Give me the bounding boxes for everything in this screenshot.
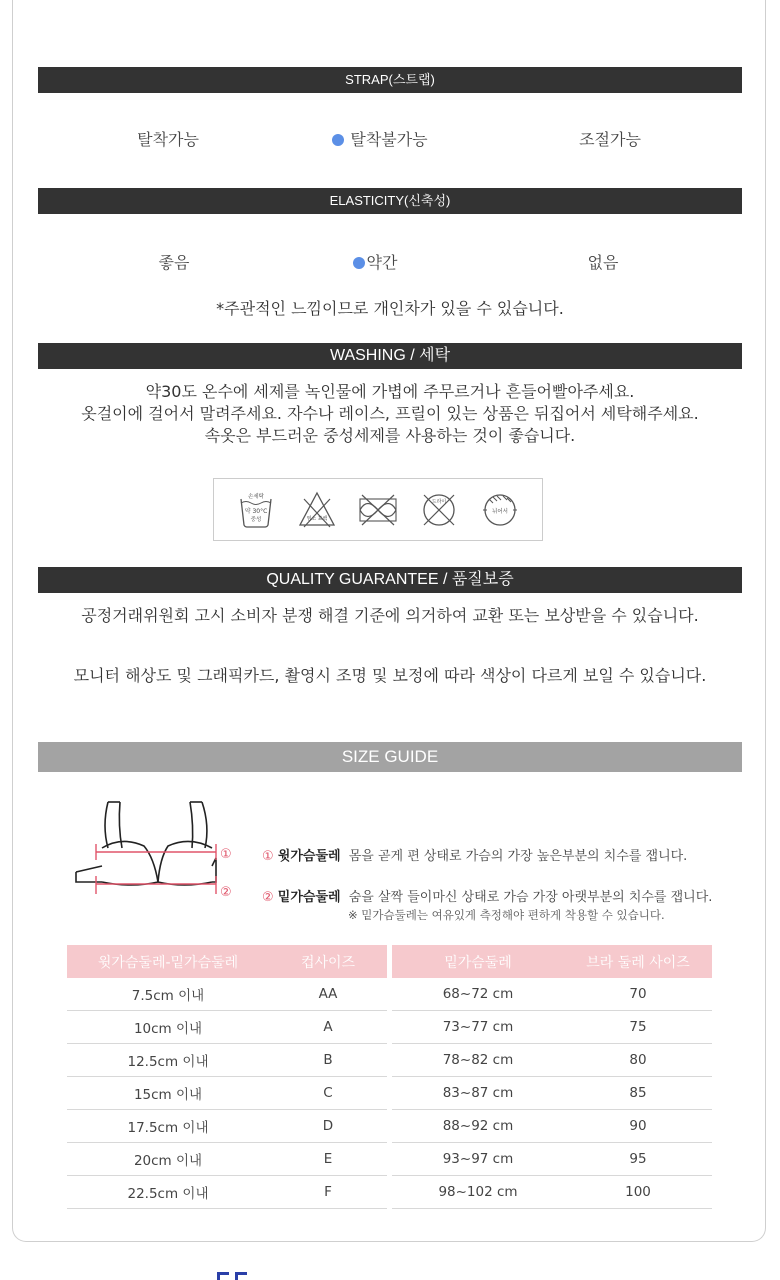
option-label: 탈착불가능 (350, 130, 428, 149)
marker-upper-bust: ① (220, 847, 232, 862)
cell: 68~72 cm (392, 978, 564, 1011)
cell: 93~97 cm (392, 1143, 564, 1176)
table-row (67, 1044, 387, 1077)
cell: 75 (564, 1011, 712, 1044)
marker-1: ① (262, 849, 274, 864)
elasticity-note: *주관적인 느낌이므로 개인차가 있을 수 있습니다. (216, 299, 564, 318)
elasticity-option-none (483, 250, 723, 273)
bleach-label: 염소 표백 (306, 515, 328, 522)
no-bleach-icon (296, 489, 338, 531)
washing-section-title: WASHING / 세탁 (38, 343, 742, 369)
table-row (392, 1011, 712, 1044)
under-bust-note (262, 886, 712, 905)
cell: F (269, 1176, 387, 1209)
washing-line: 속옷은 부드러운 중성세제를 사용하는 것이 좋습니다. (204, 426, 576, 445)
option-label: 탈착가능 (137, 130, 199, 149)
column-header: 밑가슴둘레 (392, 945, 564, 978)
selected-dot-icon (353, 257, 365, 269)
hand-wash-icon (235, 489, 277, 531)
band-size-table (392, 945, 712, 1209)
cell: C (269, 1077, 387, 1110)
option-label: 좋음 (158, 253, 190, 272)
table-header-row (67, 945, 387, 978)
cell: A (269, 1011, 387, 1044)
upper-bust-label: 윗가슴둘레 (277, 849, 341, 864)
strap-option-non-detachable (260, 127, 500, 150)
table-header-row (392, 945, 712, 978)
handwash-label: 손세탁 (248, 493, 265, 500)
upper-bust-note (262, 845, 687, 864)
cell: E (269, 1143, 387, 1176)
no-dry-clean-icon (418, 489, 460, 531)
upper-bust-text: 몸을 곧게 편 상태로 가슴의 가장 높은부분의 치수를 잽니다. (348, 849, 688, 864)
table-row (392, 1044, 712, 1077)
quality-line-1: 공정거래위원회 고시 소비자 분쟁 해결 기준에 의거하여 교환 또는 보상받을 수 있습니다. (81, 606, 699, 625)
cell: 85 (564, 1077, 712, 1110)
washing-instructions (38, 381, 742, 447)
table-row (67, 1176, 387, 1209)
under-bust-label: 밑가슴둘레 (277, 890, 341, 905)
strap-option-adjustable (490, 127, 730, 150)
table-row (392, 1143, 712, 1176)
table-row (67, 978, 387, 1011)
strap-option-detachable (48, 127, 288, 150)
cell: 70 (564, 978, 712, 1011)
option-label: 없음 (587, 253, 619, 272)
size-guide-title: SIZE GUIDE (38, 742, 742, 772)
marker-2: ② (262, 890, 274, 905)
washing-line: 옷걸이에 걸어서 말려주세요. 자수나 레이스, 프릴이 있는 상품은 뒤집어서 세탁해주세요. (81, 404, 699, 423)
cell: B (269, 1044, 387, 1077)
table-row (67, 1011, 387, 1044)
elasticity-section-title: ELASTICITY(신축성) (38, 188, 742, 214)
strap-section-title: STRAP(스트랩) (38, 67, 742, 93)
selected-dot-icon (332, 134, 344, 146)
handwash-detergent: 중성 (251, 516, 262, 523)
cell: 80 (564, 1044, 712, 1077)
cell: 17.5cm 이내 (67, 1110, 269, 1143)
cell: 98~102 cm (392, 1176, 564, 1209)
option-label: 조절가능 (579, 130, 641, 149)
handwash-temp: 약 30°C (245, 507, 268, 515)
bra-measure-illustration (72, 796, 252, 902)
option-label: 약간 (366, 253, 398, 272)
under-bust-text: 숨을 살짝 들이마신 상태로 가슴 가장 아랫부분의 치수를 잽니다. (348, 890, 713, 905)
cell: 90 (564, 1110, 712, 1143)
cell: 15cm 이내 (67, 1077, 269, 1110)
table-row (67, 1143, 387, 1176)
table-row (67, 1110, 387, 1143)
flat-label: 뉘어서 (491, 508, 508, 515)
table-row (67, 1077, 387, 1110)
no-wring-icon (357, 489, 399, 531)
washing-line: 약30도 온수에 세제를 녹인물에 가볍에 주무르거나 흔들어빨아주세요. (145, 382, 635, 401)
under-bust-tip: ※ 밑가슴둘레는 여유있게 측정해야 편하게 착용할 수 있습니다. (348, 908, 665, 922)
cell: 100 (564, 1176, 712, 1209)
cell: 73~77 cm (392, 1011, 564, 1044)
elasticity-option-slight (255, 250, 495, 273)
table-row (392, 978, 712, 1011)
cell: AA (269, 978, 387, 1011)
column-header: 브라 둘레 사이즈 (564, 945, 712, 978)
marker-under-bust: ② (220, 885, 232, 900)
table-row (392, 1110, 712, 1143)
cell: 20cm 이내 (67, 1143, 269, 1176)
table-row (392, 1176, 712, 1209)
table-row (392, 1077, 712, 1110)
column-header: 컵사이즈 (269, 945, 387, 978)
cell: 78~82 cm (392, 1044, 564, 1077)
care-icons-box (213, 478, 543, 541)
cup-size-table (67, 945, 387, 1209)
cell: 88~92 cm (392, 1110, 564, 1143)
cell: 22.5cm 이내 (67, 1176, 269, 1209)
dry-flat-icon (479, 489, 521, 531)
cell: 10cm 이내 (67, 1011, 269, 1044)
column-header: 윗가슴둘레-밑가슴둘레 (67, 945, 269, 978)
dry-label: 드라이 (431, 498, 447, 505)
cell: 12.5cm 이내 (67, 1044, 269, 1077)
quality-line-2: 모니터 해상도 및 그래픽카드, 촬영시 조명 및 보정에 따라 색상이 다르게 보일 수 있습니다. (73, 666, 707, 685)
cell: D (269, 1110, 387, 1143)
cell: 95 (564, 1143, 712, 1176)
cell: 7.5cm 이내 (67, 978, 269, 1011)
brand-logo-fragment (215, 1270, 257, 1280)
cell: 83~87 cm (392, 1077, 564, 1110)
quality-section-title: QUALITY GUARANTEE / 품질보증 (38, 567, 742, 593)
